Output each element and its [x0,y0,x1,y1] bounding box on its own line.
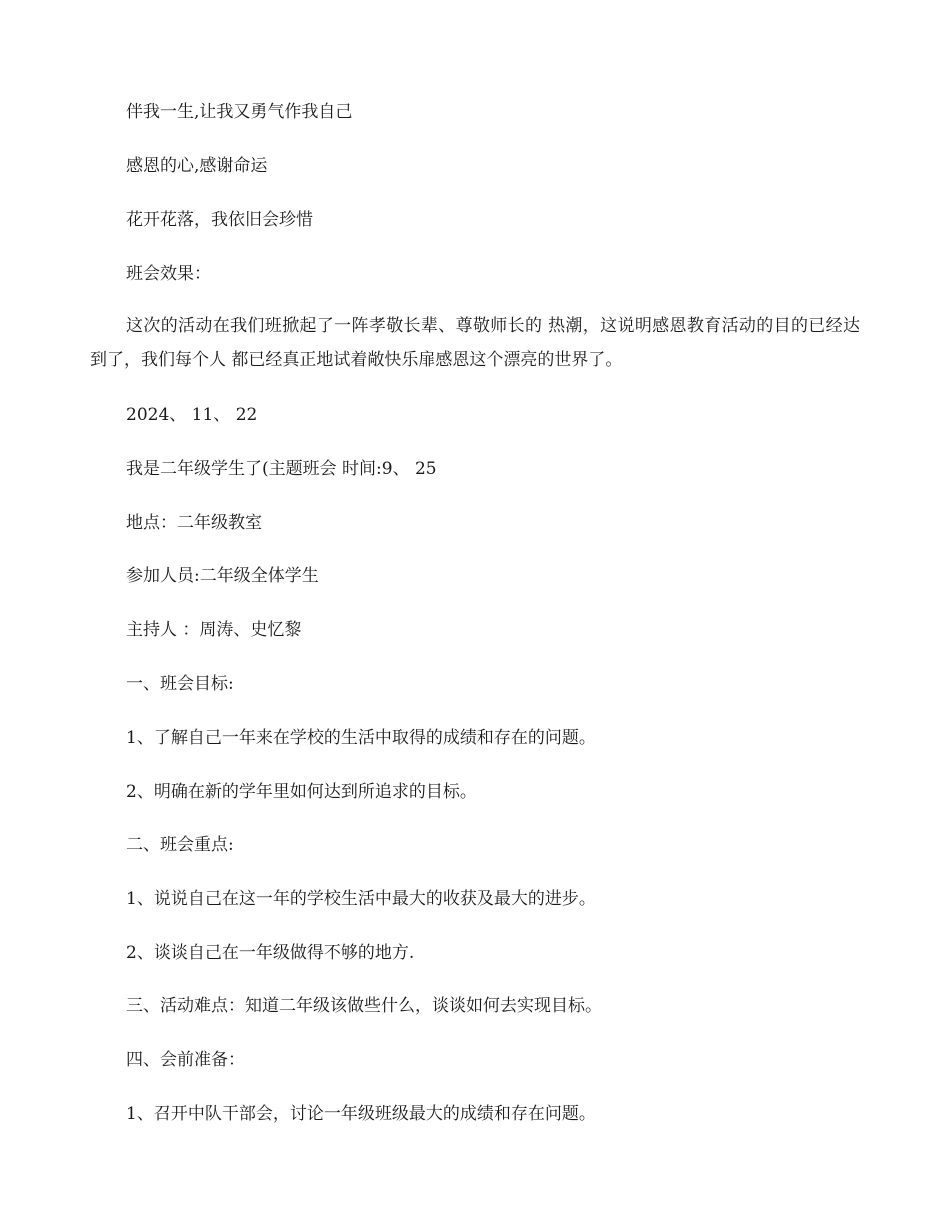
preparation-item-1: 1、召开中队干部会，讨论一年级班级最大的成绩和存在问题。 [126,1104,596,1124]
poem-line-1: 伴我一生,让我又勇气作我自己 [126,102,353,122]
location-line: 地点：二年级教室 [126,513,262,533]
focus-item-2: 2、谈谈自己在一年级做得不够的地方. [126,943,415,963]
section-heading-effect: 班会效果： [126,264,211,284]
section-heading-preparation: 四、会前准备： [126,1050,245,1070]
date-line: 2024、 11、 22 [126,405,258,425]
goal-item-1: 1、了解自己一年来在学校的生活中取得的成绩和存在的问题。 [126,728,596,748]
participants-line: 参加人员:二年级全体学生 [126,566,319,586]
host-line: 主持人 ：周涛、史忆黎 [126,620,302,640]
focus-item-1: 1、说说自己在这一年的学校生活中最大的收获及最大的进步。 [126,889,596,909]
section-heading-difficulty: 三、活动难点：知道二年级该做些什么，谈谈如何去实现目标。 [126,996,602,1016]
section-heading-focus: 二、班会重点: [126,835,234,855]
goal-item-2: 2、明确在新的学年里如何达到所追求的目标。 [126,782,477,802]
meeting-title: 我是二年级学生了(主题班会 时间:9、 25 [126,459,437,479]
effect-paragraph: 这次的活动在我们班掀起了一阵孝敬长辈、尊敬师长的 热潮，这说明感恩教育活动的目的已经达到了，我们每个人 都已经真正地试着敞快乐扉感恩这个漂亮的世界了。 [90,316,860,370]
poem-line-2: 感恩的心,感谢命运 [126,156,268,176]
poem-line-3: 花开花落，我依旧会珍惜 [126,210,313,230]
section-heading-goals: 一、班会目标: [126,674,234,694]
